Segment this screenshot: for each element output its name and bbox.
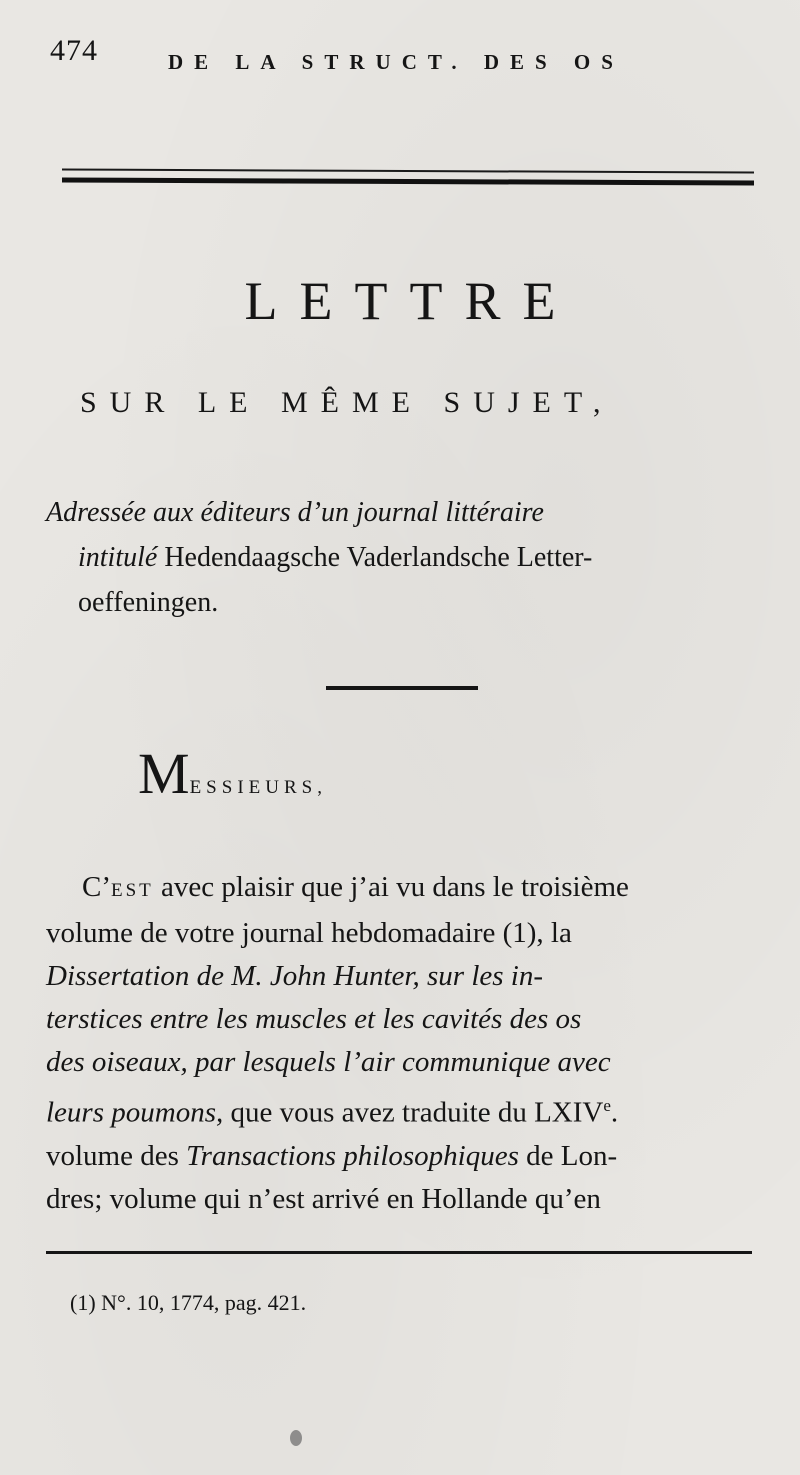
body-line-6-italic: leurs poumons,	[46, 1096, 224, 1129]
letter-title: LETTRE	[244, 271, 578, 331]
body-line-1-cap: C’	[82, 871, 111, 903]
thick-rule	[62, 177, 754, 185]
address-line-2-roman: Hedendaagsche Vaderlandsche Letter-	[157, 542, 593, 573]
body-line-6-sup: e	[603, 1096, 611, 1115]
body-line-6-end: .	[610, 1096, 619, 1129]
thin-rule	[62, 168, 754, 173]
body-line-8: dres; volume qui n’est arrivé en Hollande qu’en	[46, 1182, 601, 1215]
bleed-through	[470, 130, 478, 164]
address-line-3: oeffeningen.	[78, 587, 219, 618]
body-line-4: terstices entre les muscles et les cavités des os	[46, 1003, 582, 1035]
letter-subtitle: SUR LE MÊME SUJET,	[80, 386, 614, 419]
page-number: 474	[50, 34, 98, 67]
salutation-rest: ESSIEURS,	[189, 777, 327, 798]
ink-blot	[290, 1430, 302, 1446]
running-head: DE LA STRUCT. DES OS	[168, 50, 624, 74]
body-line-7	[46, 1135, 756, 1178]
body-line-7-a: volume des	[46, 1139, 187, 1172]
body-line-1-smallcaps: EST	[111, 880, 154, 901]
header-double-rule	[62, 170, 754, 190]
body-line-1-rest: avec plaisir que j’ai vu dans le troisième	[153, 871, 629, 903]
body-text	[46, 866, 756, 1221]
body-line-6-roman: que vous avez traduite du LXIV	[223, 1096, 604, 1129]
address-line-2	[46, 535, 756, 580]
body-line-7-italic: Transactions philosophiques	[186, 1139, 519, 1172]
body-line-1	[46, 866, 756, 912]
body-line-2: volume de votre journal hebdomadaire (1), la	[46, 917, 572, 949]
address-line-2-italic: intitulé	[78, 542, 158, 573]
section-rule	[326, 686, 478, 690]
salutation-capital: M	[138, 741, 190, 806]
footnote-rule	[46, 1251, 752, 1254]
address-block	[46, 490, 756, 625]
body-line-7-b: de Lon-	[518, 1139, 618, 1172]
body-line-3: Dissertation de M. John Hunter, sur les in-	[46, 960, 543, 992]
page-header	[50, 34, 750, 84]
footnote: (1) N°. 10, 1774, pag. 421.	[70, 1290, 307, 1315]
body-line-5: des oiseaux, par lesquels l’air communique avec	[46, 1046, 611, 1078]
salutation	[138, 740, 327, 807]
body-line-6	[46, 1084, 756, 1135]
address-line-1: Adressée aux éditeurs d’un journal littéraire	[46, 497, 544, 528]
